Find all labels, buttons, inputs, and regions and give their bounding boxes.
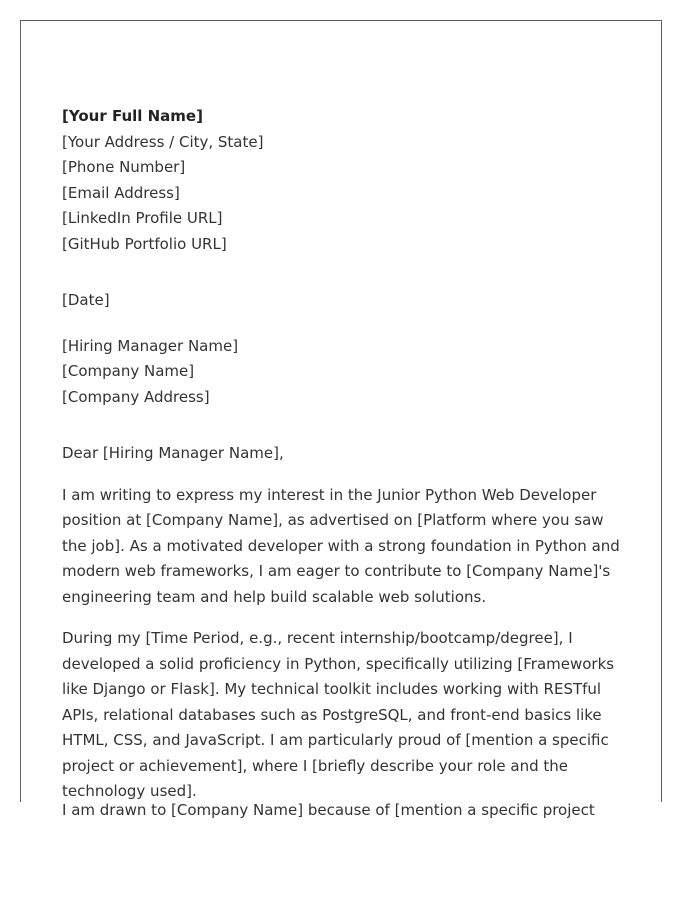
- salutation: Dear [Hiring Manager Name],: [62, 444, 284, 462]
- section-spacer: [62, 467, 624, 483]
- body-paragraph-2: During my [Time Period, e.g., recent internship/bootcamp/degree], I developed a solid proficiency in Python, specifically utilizing [Frameworks like Django or Flask]. My technical toolkit includes working with RESTful APIs, relational databases such as PostgreSQL, and front-end basics like HTML, CSS, and JavaScript. I am particularly proud of [mention a specific project or achievement], where I [briefly describe your role and the technology used].: [62, 629, 615, 800]
- section-spacer: [62, 257, 624, 288]
- sender-email: [Email Address]: [62, 183, 180, 202]
- document-page: [20, 20, 662, 819]
- section-spacer: [62, 410, 624, 441]
- sender-name: [Your Full Name]: [62, 107, 203, 125]
- recipient-company: [Company Name]: [62, 362, 195, 380]
- recipient-address: [Company Address]: [62, 387, 210, 406]
- sender-address: [Your Address / City, State]: [62, 132, 264, 151]
- truncated-paragraph: [62, 798, 624, 819]
- body-paragraph-1: I am writing to express my interest in the Junior Python Web Developer position at [Company Name], as advertised on [Platform where you saw the job]. As a motivated developer with a strong foundation in Python and modern web frameworks, I am eager to contribute to [Company Name]'s engineering team and help build scalable web solutions.: [62, 485, 620, 606]
- body-paragraph-3: I am drawn to [Company Name] because of [mention a specific project: [62, 801, 595, 819]
- sender-github: [GitHub Portfolio URL]: [62, 234, 227, 253]
- section-spacer: [62, 314, 624, 334]
- sender-phone: [Phone Number]: [62, 158, 186, 176]
- letter-date: [Date]: [62, 291, 110, 309]
- recipient-name: [Hiring Manager Name]: [62, 336, 239, 355]
- cover-letter-body: [62, 104, 624, 805]
- sender-linkedin: [LinkedIn Profile URL]: [62, 209, 223, 227]
